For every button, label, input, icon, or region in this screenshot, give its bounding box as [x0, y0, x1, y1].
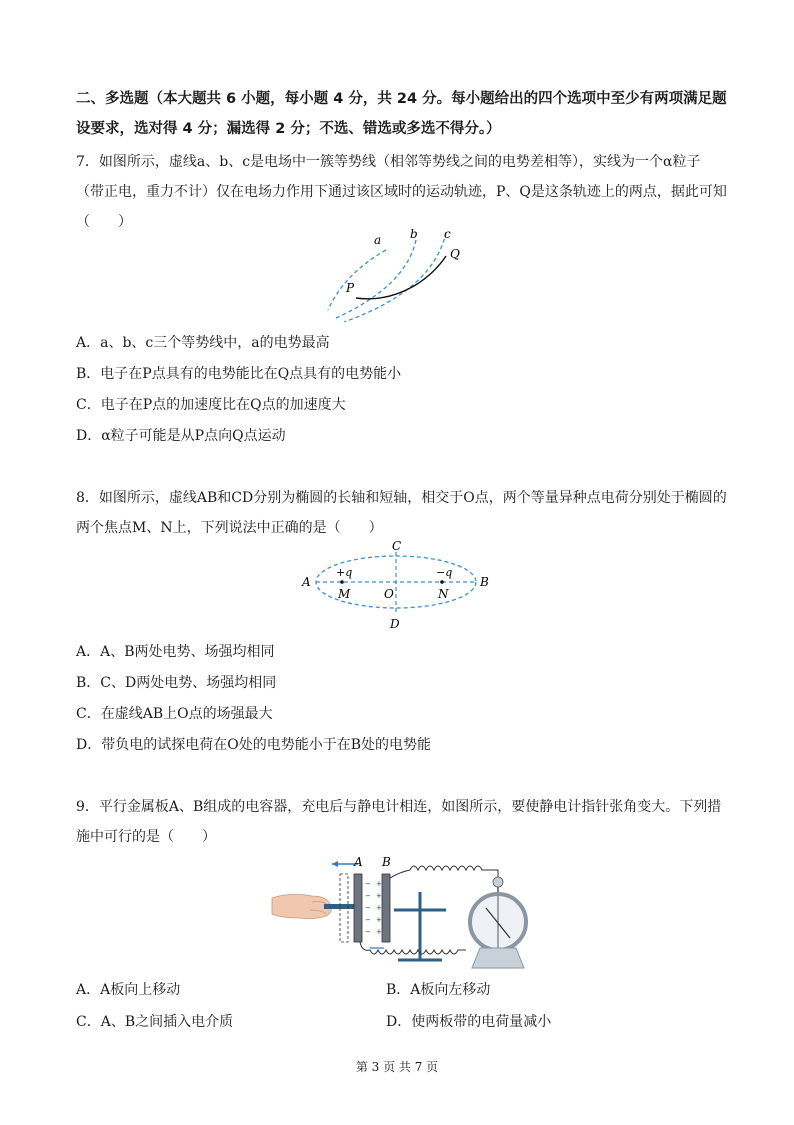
q9-option-a[interactable]: A．A板向上移动 [76, 982, 181, 998]
section-title: 二、多选题（本大题共 6 小题，每小题 4 分，共 24 分。每小题给出的四个选项中至少有两项满足题设要求，选对得 4 分；漏选得 2 分；不选、错选或多选不得分。） [76, 91, 727, 137]
label-b: b [410, 227, 418, 241]
q7-option-b[interactable]: B．电子在P点具有的电势能比在Q点具有的电势能小 [76, 366, 402, 382]
svg-text:−: − [365, 916, 371, 924]
label-plate-B: B [382, 855, 391, 869]
question-8-stem: 8．如图所示，虚线AB和CD分别为椭圆的长轴和短轴，相交于O点，两个等量异种点电荷分别处于椭圆的两个焦点M、N上，下列说法中正确的是（ ） [76, 490, 727, 536]
label-M: M [338, 587, 351, 601]
particle-trajectory [356, 256, 446, 299]
svg-text:−: − [365, 928, 371, 936]
label-plus-q: +q [336, 566, 353, 579]
label-D: D [390, 617, 400, 630]
plate-A [354, 874, 362, 942]
focus-N [440, 580, 444, 584]
label-A: A [302, 575, 311, 589]
q9-option-d[interactable]: D．使两板带的电荷量减小 [386, 1014, 552, 1030]
label-O: O [384, 587, 394, 601]
svg-text:+: + [376, 880, 382, 888]
question-7-stem: 7．如图所示，虚线a、b、c是电场中一簇等势线（相邻等势线之间的电势差相等），实线为一个α粒子（带正电，重力不计）仅在电场力作用下通过该区域时的运动轨迹，P、Q是这条轨迹上的两点，据此可知（ ） [76, 154, 727, 230]
q9-option-c[interactable]: C．A、B之间插入电介质 [76, 1014, 234, 1030]
hand-icon [272, 894, 331, 918]
label-c: c [444, 227, 451, 241]
svg-text:−: − [365, 904, 371, 912]
svg-text:−: − [365, 892, 371, 900]
plate-charges [365, 880, 382, 936]
svg-text:+: + [376, 904, 382, 912]
q8-option-d[interactable]: D．带负电的试探电荷在O处的电势能小于在B处的电势能 [76, 737, 431, 753]
label-B: B [480, 575, 489, 589]
svg-text:+: + [376, 892, 382, 900]
svg-text:+: + [376, 928, 382, 936]
q9-option-b[interactable]: B．A板向左移动 [386, 982, 491, 998]
svg-text:+: + [376, 916, 382, 924]
q8-option-b[interactable]: B．C、D两处电势、场强均相同 [76, 675, 277, 691]
label-a: a [374, 233, 382, 247]
q7-equipotential-figure [316, 222, 476, 322]
label-N: N [438, 587, 449, 601]
label-Q: Q [450, 247, 460, 261]
plate-B [382, 874, 390, 942]
label-plate-A: A [354, 855, 363, 869]
label-minus-q: −q [436, 566, 453, 579]
q9-capacitor-figure [270, 852, 546, 972]
equipotential-line-c [344, 232, 446, 322]
q8-ellipse-figure [298, 536, 498, 630]
focus-M [340, 580, 344, 584]
q7-option-c[interactable]: C．电子在P点的加速度比在Q点的加速度大 [76, 397, 346, 413]
q8-option-a[interactable]: A．A、B两处电势、场强均相同 [76, 644, 275, 660]
arrow-head-icon [332, 861, 338, 867]
equipotential-line-b [336, 240, 416, 318]
label-C: C [392, 539, 402, 553]
q8-option-c[interactable]: C．在虚线AB上O点的场强最大 [76, 706, 273, 722]
page-footer: 第 3 页 共 7 页 [355, 1060, 439, 1074]
insulating-handle [324, 904, 354, 909]
q7-option-d[interactable]: D．α粒子可能是从P点向Q点运动 [76, 428, 286, 444]
label-P: P [346, 281, 355, 295]
q7-option-a[interactable]: A．a、b、c三个等势线中，a的电势最高 [76, 335, 330, 351]
upper-wire-coil [390, 866, 498, 880]
electroscope-icon [470, 877, 526, 968]
question-9-stem: 9．平行金属板A、B组成的电容器，充电后与静电计相连，如图所示，要使静电计指针张角变大。下列措施中可行的是（ ） [76, 799, 722, 845]
equipotential-line-a [328, 250, 386, 310]
svg-text:−: − [365, 880, 371, 888]
